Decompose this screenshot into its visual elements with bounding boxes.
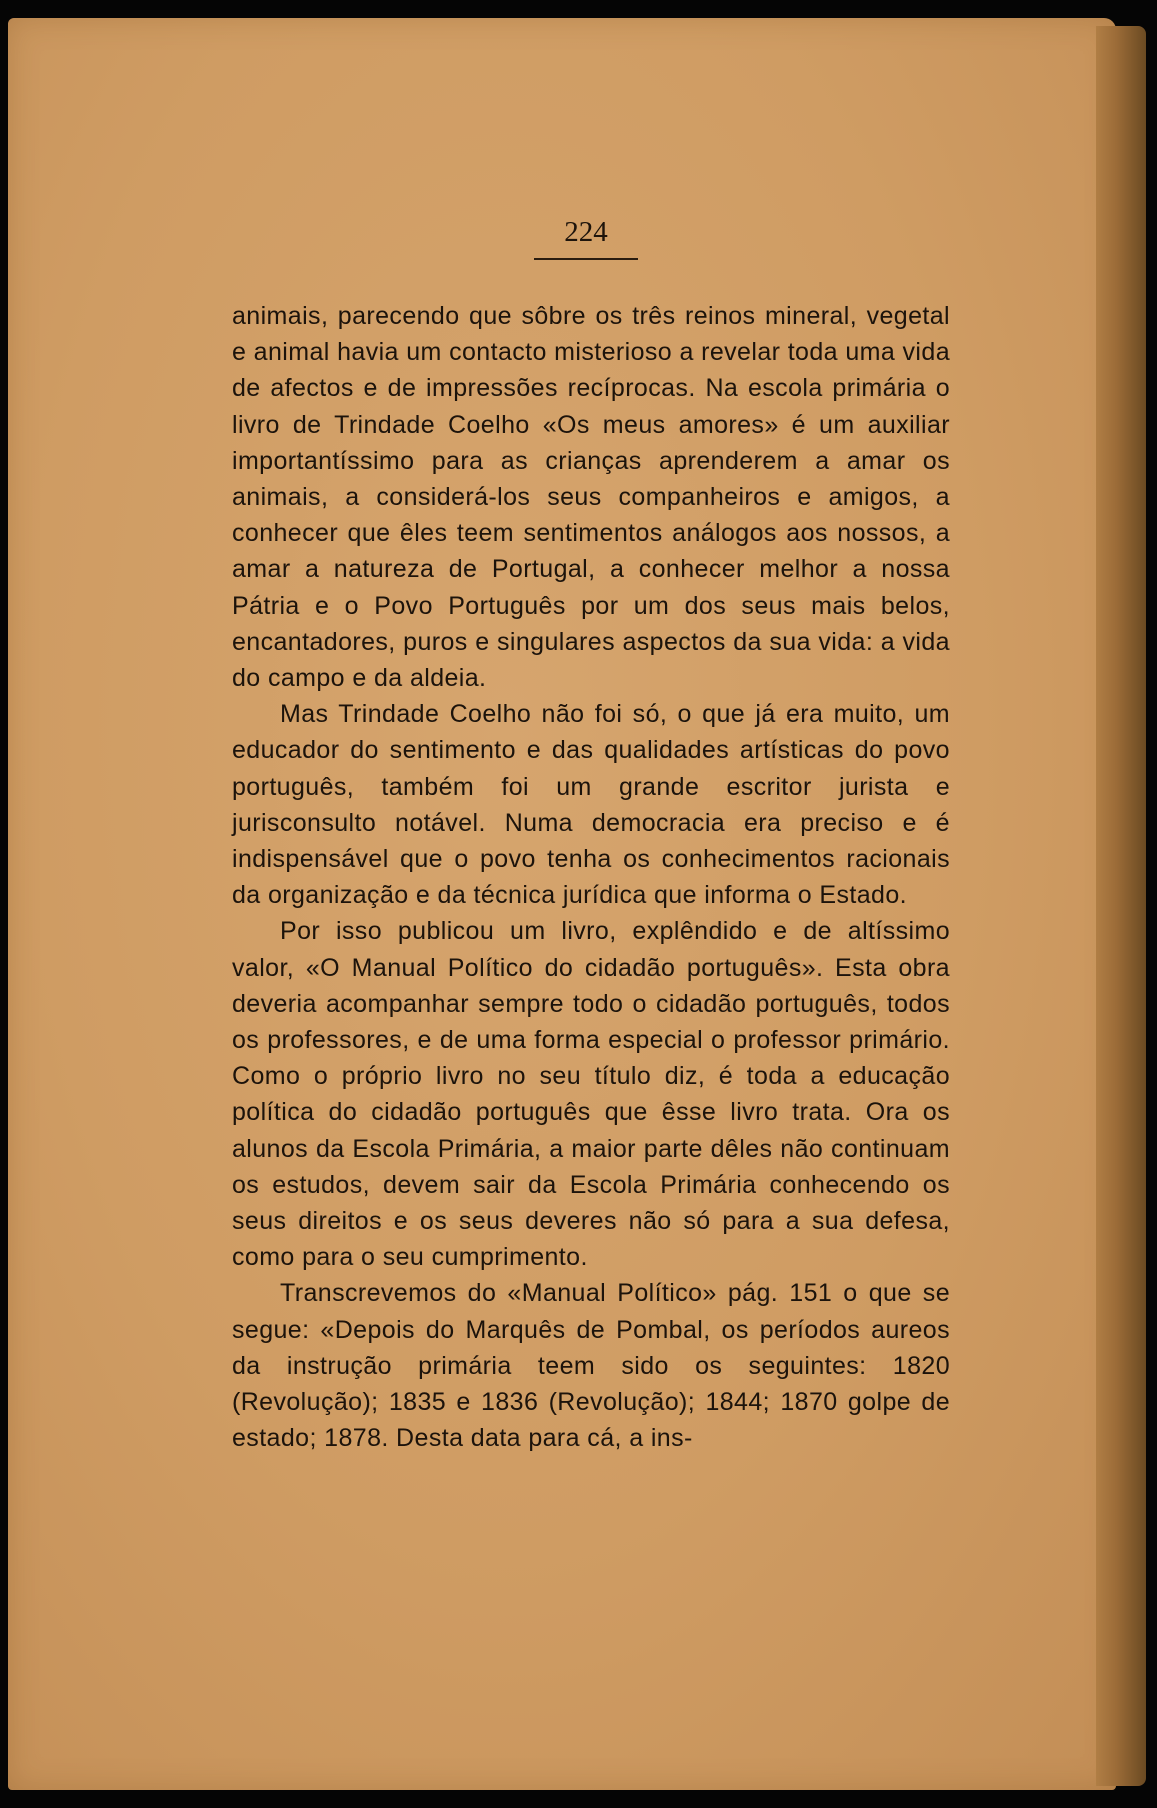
body-text [232,298,950,1457]
paragraph-3: Por isso publicou um livro, explêndido e de altíssimo valor, «O Manual Político do cidadão português». Esta obra deveria acompanhar sempre todo o cidadão português, todos os professores, e de uma forma especial o professor primário. Como o próprio livro no seu título diz, é toda a educação política do cidadão português que êsse livro trata. Ora os alunos da Escola Primária, a maior parte dêles não continuam os estudos, devem sair da Escola Primária conhecendo os seus direitos e os seus deveres não só para a sua defesa, como para o seu cumprimento. [232,917,950,1272]
paragraph-4: Transcrevemos do «Manual Político» pág. 151 o que se segue: «Depois do Marquês de Pombal, os períodos aureos da instrução primária teem sido os seguintes: 1820 (Revolução); 1835 e 1836 (Revolução); 1844; 1870 golpe de estado; 1878. Desta data para cá, a ins- [232,1279,950,1453]
paragraph-2: Mas Trindade Coelho não foi só, o que já era muito, um educador do sentimento e das qualidades artísticas do povo português, também foi um grande escritor jurista e jurisconsulto notável. Numa democracia era preciso e é indispensável que o povo tenha os conhecimentos racionais da organização e da técnica jurídica que informa o Estado. [232,700,950,910]
page-number-rule [534,258,638,260]
paragraph-1: animais, parecendo que sôbre os três reinos mineral, vegetal e animal havia um contacto misterioso a revelar toda uma vida de afectos e de impressões recíprocas. Na escola primária o livro de Trindade Coelho «Os meus amores» é um auxiliar importantíssimo para as crianças aprenderem a amar os animais, a considerá-los seus companheiros e amigos, a conhecer que êles teem sentimentos análogos aos nossos, a amar a natureza de Portugal, a conhecer melhor a nossa Pátria e o Povo Português por um dos seus mais belos, encantadores, puros e singulares aspectos da sua vida: a vida do campo e da aldeia. [232,302,950,693]
page-number: 224 [564,216,608,248]
page-edge [1096,26,1146,1786]
